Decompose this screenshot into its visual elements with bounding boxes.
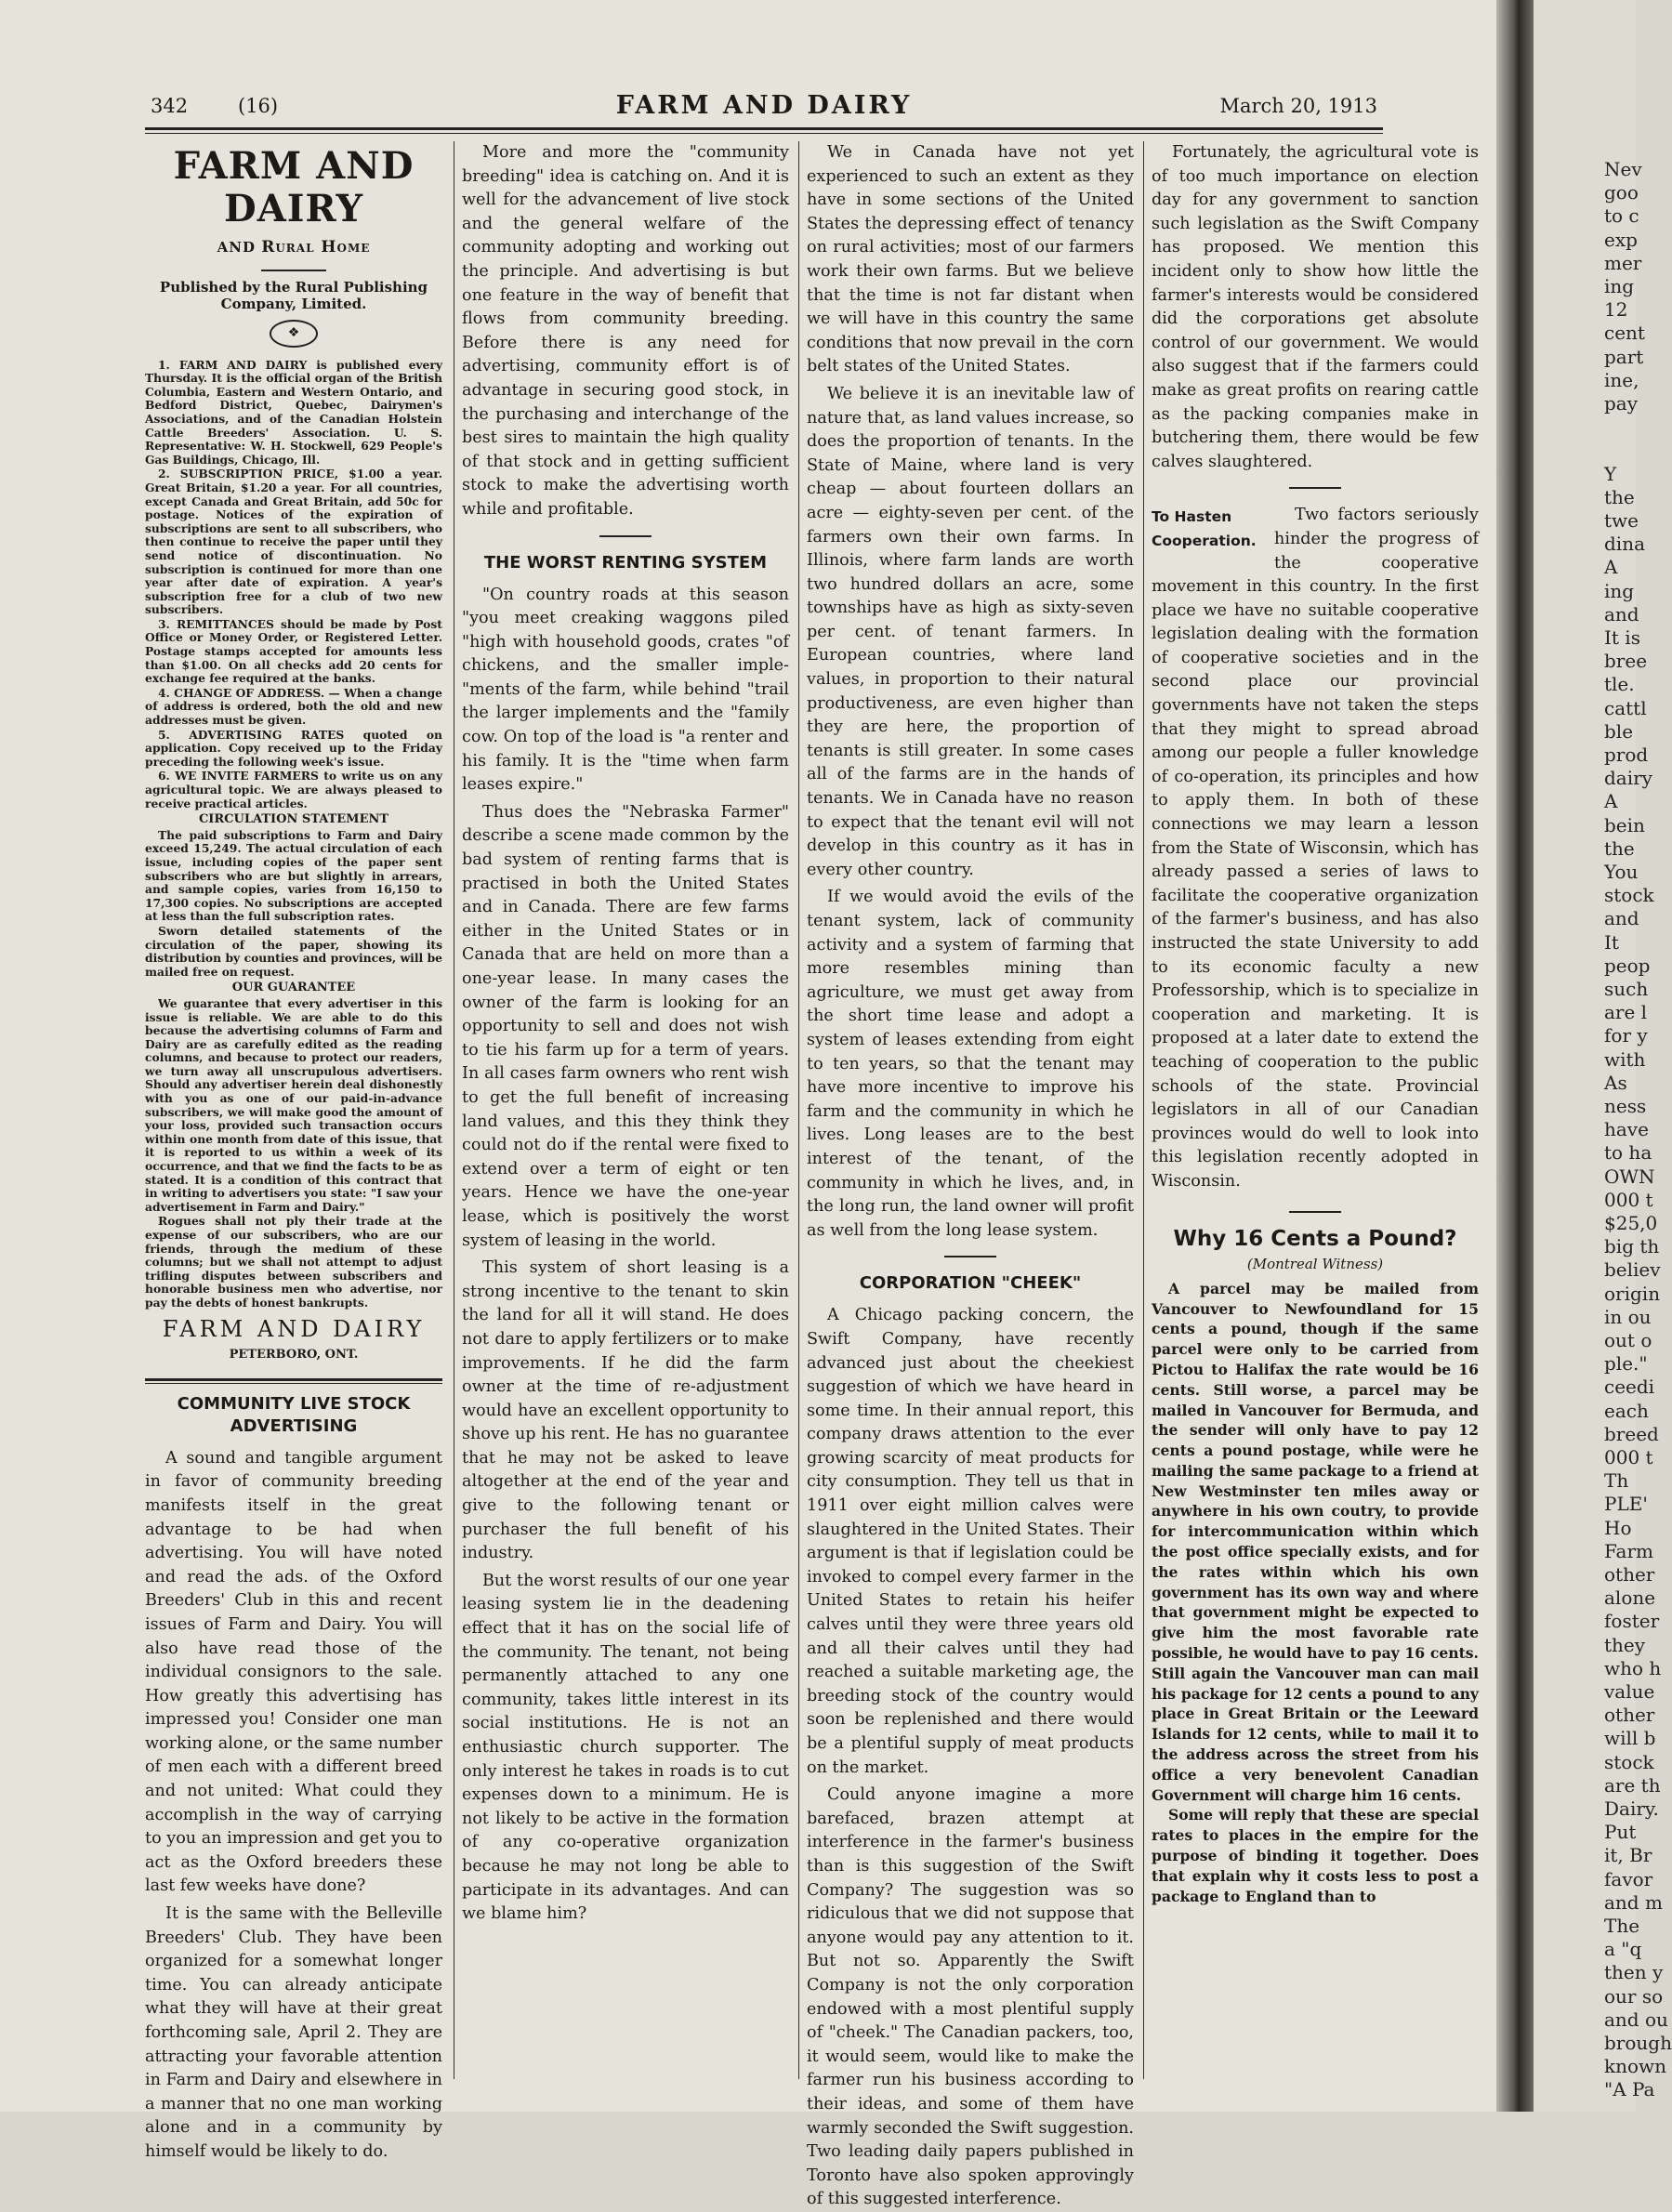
adjacent-page-text: the <box>1604 485 1635 508</box>
footer-paper-name: FARM AND DAIRY <box>162 1315 426 1342</box>
adjacent-page-text: 000 t <box>1604 1446 1653 1468</box>
article-paragraph: It is the same with the Belleville Breeders' Club. They have been organized for a somewhat longer time. You can already anticipate what they will have at their great forthcoming sale, April 2. They are attracting your favorable attention in Farm and Dairy and elsewhere in a manner that no one man working alone and in a community by himself would be likely to do. <box>145 1904 442 2161</box>
article-paragraph: A sound and tangible argument in favor of community breeding manifests itself in the great advantage to be had when advertising. You will have noted and read the ads. of the Oxford Breeders' Club in this and recent issues of Farm and Dairy. You will also have read those of the individual consignors to the sale. How greatly this advertising has impressed you! Consider one man working alone, or the same number of men each with a different breed and not united: What could they accomplish in the way of carrying to you an impression and get you to act as the Oxford breeders these last few weeks have done? <box>145 1448 442 1896</box>
adjacent-page-text: Th <box>1604 1469 1629 1493</box>
adjacent-page-text: ine, <box>1604 368 1639 391</box>
circulation-paragraph: The paid subscriptions to Farm and Dairy exceed 15,249. The actual circulation of each issue, including copies of the paper sent subscribers who are but slightly in arrears, and sample copies, varies from 16,150 to 17,300 copies. No subscriptions are accepted at less than the full subscription rates. <box>145 827 442 924</box>
adjacent-page-text: and <box>1604 907 1639 930</box>
adjacent-page-text: As <box>1604 1071 1627 1094</box>
adjacent-page-text: prod <box>1604 744 1649 766</box>
column-rule <box>1143 141 1144 2079</box>
footer-city: PETERBORO, ONT. <box>229 1348 359 1363</box>
adjacent-page-text: stock <box>1604 884 1654 907</box>
adjacent-page-text: big th <box>1604 1235 1660 1258</box>
masthead-rural-home: Rural Home <box>261 238 371 257</box>
policy-item: 1. FARM AND DAIRY is published every Thursday. It is the official organ of the British Columbia, Eastern and Western Ontario, and Bedford District, Quebec, Dairymen's Associations, and of the Canadian Holstein Cattle Breeders' Association. U. S. Representative: W. H. Stockwell, 629 People's Gas Buildings, Chicago, Ill. <box>145 357 442 467</box>
adjacent-page-text: then y <box>1604 1961 1664 1984</box>
adjacent-page-text: our so <box>1604 1984 1664 2008</box>
adjacent-page-edge <box>1534 0 1672 2112</box>
divider <box>944 1256 996 1257</box>
article-paragraph: Could anyone imagine a more barefaced, brazen attempt at interference in the farmer's business than is this suggestion of the Swift Company? The suggestion was so ridiculous that we did not suppose that anyone would pay any attention to it. But not so. Apparently the Swift Company is not the only corporation endowed with a most plentiful supply of "cheek." The Canadian packers, too, it would seem, would like to make the farmer run his business according to their ideas, and some of them have warmly seconded the Swift suggestion. Two leading daily papers published in Toronto have also spoken approvingly of this suggested interference. <box>807 1785 1134 2209</box>
adjacent-page-text: part <box>1604 345 1644 368</box>
adjacent-page-text: will b <box>1604 1727 1656 1750</box>
adjacent-page-text: exp <box>1604 228 1638 251</box>
adjacent-page-text: cent <box>1604 322 1645 345</box>
adjacent-page-text: goo <box>1604 181 1639 204</box>
adjacent-page-text: to ha <box>1604 1141 1652 1165</box>
adjacent-page-text: stock <box>1604 1750 1654 1773</box>
adjacent-page-text: Ho <box>1604 1516 1632 1539</box>
article-paragraph: A Chicago packing concern, the Swift Company, have recently advanced just about the cheekiest suggestion of which we have heard in some time. In their annual report, this company draws attention to the ever growing scarcity of meat products for city consumption. They tell us that in 1911 over eight million calves were slaughtered in the United States. Their argument is that if legislation could be invoked to compel every farmer in the United States to retain his heifer calves until they were three years old and all their calves until they had reached a suitable marketing age, the breeding stock of the country would soon be replenished and there would be a plentiful supply of meat products on the market. <box>807 1306 1134 1777</box>
adjacent-page-text: "A Pa <box>1604 2078 1655 2101</box>
article-credit: (Montreal Witness) <box>1246 1256 1384 1273</box>
adjacent-page-text: OWN <box>1604 1165 1655 1188</box>
article-paragraph: If we would avoid the evils of the tenant system, lack of community activity and a system of farming that more resembles mining than agriculture, we must get away from the short time lease and adopt a system of leases extending from eight to ten years, so that the tenant may have more incentive to improve his farm and the community in which he lives. Long leases are to the best interest of the tenant, of the community in which he lives, and, in the long run, the land owner will profit as well from the long lease system. <box>807 888 1134 1240</box>
article-paragraph: We believe it is an inevitable law of nature that, as land values increase, so does the proportion of tenants. In the State of Maine, where land is very cheap — about fourteen dollars an acre — eighty-seven per cent. of the farmers own their own farms. In Illinois, where farm lands are worth two hundred dollars an acre, some townships have as high as sixty-seven per cent. of tenant farmers. In European countries, where land values, in proportion to their natural productiveness, are even higher than they are here, the proportion of tenants is still greater. In some cases all of the farms are in the hands of tenants. We in Canada have no reason to expect that the tenant evil will not develop in this country as it has in every other country. <box>807 384 1134 879</box>
article-title-cheek: CORPORATION "CHEEK" <box>859 1273 1082 1294</box>
article-paragraph: Thus does the "Nebraska Farmer" describe a scene made common by the bad system of renting farms that is practised in both the United States and in Canada. There are few farms either in the United States or in Canada that are held on more than a one-year lease. In many cases the owner of the farm is looking for an opportunity to sell and does not wish to tie his farm up for a term of years. In all cases farm owners who rent wish to get the full benefit of increasing land values, and this they think they could not do if the rental were fixed to extend over a term of eight or ten years. Hence we have the one-year lease, which is positively the worst system of leasing in the world. <box>462 802 789 1250</box>
adjacent-page-text: Y <box>1604 462 1617 485</box>
article-renting-part2 <box>807 141 1134 1243</box>
adjacent-page-text: out o <box>1604 1329 1652 1351</box>
adjacent-page-text: tle. <box>1604 673 1635 696</box>
adjacent-page-text: A <box>1604 790 1618 813</box>
masthead-title: FARM AND DAIRY <box>173 144 415 230</box>
adjacent-page-text: who h <box>1604 1656 1662 1679</box>
adjacent-page-text: ceedi <box>1604 1376 1655 1399</box>
adjacent-page-text: $25,0 <box>1604 1212 1658 1234</box>
adjacent-page-text: and m <box>1604 1890 1663 1914</box>
policy-item: 4. CHANGE OF ADDRESS. — When a change of address is ordered, both the old and new addresses must be given. <box>145 685 442 728</box>
adjacent-page-text: for y <box>1604 1024 1648 1047</box>
adjacent-page-text: a "q <box>1604 1938 1642 1961</box>
adjacent-page-text: 000 t <box>1604 1188 1653 1211</box>
adjacent-page-text: it, Br <box>1604 1844 1652 1867</box>
adjacent-page-text: mer <box>1604 251 1642 274</box>
adjacent-page-text: value <box>1604 1680 1655 1703</box>
article-paragraph: Fortunately, the agricultural vote is of too much importance on election day for any government to sanction such legislation as the Swift Company has proposed. We mention this incident only to show how little the farmer's interests would be considered did the corporations get absolute control of our government. We would also suggest that if the farmers could make as great profits on rearing cattle as the packing companies make in butchering them, there would be few calves slaughtered. <box>1152 143 1479 471</box>
article-title-renting: THE WORST RENTING SYSTEM <box>483 552 768 573</box>
page-number: 342 <box>151 95 189 117</box>
adjacent-page-text: ple." <box>1604 1352 1648 1376</box>
guarantee-heading: OUR GUARANTEE <box>231 981 356 995</box>
article-sixteen-cents <box>1152 1279 1479 1907</box>
adjacent-page-text: foster <box>1604 1610 1660 1633</box>
article-paragraph: Two factors seriously hinder the progress of the cooperative movement in this country. In the first place we have no suitable cooperative legislation dealing with the formation of cooperative societies and in the second place our provincial governments have not taken the steps that they might to spread abroad among our people a fuller knowledge of co-operation, its principles and how to apply them. In both of these connections we may learn a lesson from the State of Wisconsin, which has already passed a series of laws to facilitate the cooperative organization of the farmer's business, and has also instructed the state University to add to its economic faculty a new Professorship, which is to specialize in cooperation and marketing. It is proposed at a later date to extend the teaching of cooperation to the public schools of the state. Provincial legislators in all of our Canadian provinces would do well to look into this legislation recently adopted in Wisconsin. <box>1152 506 1479 1191</box>
article-community-part1 <box>145 1447 442 2165</box>
column-rule <box>798 141 799 2079</box>
adjacent-page-text: breed <box>1604 1422 1659 1445</box>
header-rule-thin <box>145 133 1383 134</box>
adjacent-page-text: known <box>1604 2055 1667 2078</box>
adjacent-page-text: A <box>1604 556 1618 579</box>
adjacent-page-text: and <box>1604 602 1639 625</box>
adjacent-page-text: The <box>1604 1915 1640 1937</box>
header-rule <box>145 127 1383 130</box>
article-title-community: COMMUNITY LIVE STOCK ADVERTISING <box>177 1393 411 1436</box>
article-cheek-part1 <box>807 1304 1134 2212</box>
article-paragraph: But the worst results of our one year leasing system lie in the deadening effect that it has on the social life of the community. The tenant, not being permanently attached to any one community, takes little interest in its social institutions. He is not an enthusiastic church supporter. The only interest he takes in roads is to cut expenses down to a minimum. He is not likely to be active in the formation of any co-operative organization because he may not long be able to participate in its advantages. And can we blame him? <box>462 1571 789 1924</box>
adjacent-page-text: PLE' <box>1604 1493 1648 1516</box>
divider <box>1289 1211 1341 1213</box>
adjacent-page-text: Dairy. <box>1604 1797 1659 1820</box>
adjacent-page-text: ing <box>1604 579 1635 602</box>
adjacent-page-text: brough <box>1604 2032 1672 2054</box>
adjacent-page-text: ness <box>1604 1095 1647 1117</box>
adjacent-page-text: they <box>1604 1633 1646 1656</box>
adjacent-page-text: and ou <box>1604 2008 1668 2031</box>
column-4 <box>1152 141 1479 2084</box>
policy-item: 2. SUBSCRIPTION PRICE, $1.00 a year. Great Britain, $1.20 a year. For all countries, except Canada and Great Britain, add 50c for postage. Notices of the expiration of subscriptions are sent to all subscribers, who then continue to receive the paper until they send notice of discontinuation. No subscription is continued for more than one year after date of expiration. A year's subscription free for a club of two new subscribers. <box>145 467 442 617</box>
divider <box>1289 487 1341 489</box>
circulation-heading: CIRCULATION STATEMENT <box>198 812 389 827</box>
adjacent-page-text: are l <box>1604 1001 1648 1024</box>
guarantee-paragraph: We guarantee that every advertiser in this issue is reliable. We are able to do this because the advertising columns of Farm and Dairy are as carefully edited as the reading columns, and because to protect our readers, we turn away all unscrupulous advertisers. Should any advertiser herein deal dishonestly with you as one of our paid-in-advance subscribers, we will make good the amount of your loss, provided such transaction occurs within one month from date of this issue, that it is reported to us within a week of its occurrence, and that we find the facts to be as stated. It is a condition of this contract that in writing to advertisers you state: "I saw your advertisement in Farm and Dairy." <box>145 995 442 1214</box>
adjacent-page-text: ble <box>1604 719 1634 743</box>
adjacent-page-text: cattl <box>1604 696 1647 719</box>
adjacent-page-text: other <box>1604 1704 1655 1727</box>
article-paragraph: Some will reply that these are special rates to places in the empire for the purpose of binding it together. Does that explain why it costs less to post a package to England than to <box>1152 1806 1479 1905</box>
page-gutter <box>1496 0 1534 2112</box>
adjacent-page-text: believ <box>1604 1258 1661 1282</box>
adjacent-page-text: with <box>1604 1047 1646 1071</box>
adjacent-page-text: alone <box>1604 1587 1656 1610</box>
column-2 <box>462 141 789 2084</box>
adjacent-page-text: to c <box>1604 204 1639 228</box>
adjacent-page-text: peop <box>1604 954 1651 977</box>
article-cheek-part2 <box>1152 141 1479 474</box>
adjacent-page-text: origin <box>1604 1282 1661 1305</box>
article-paragraph: "On country roads at this season "you meet creaking waggons piled "high with household goods, crates "of chickens, and the smaller imple-"ments of the farm, while behind "trail the larger implements and the "family cow. On top of the load is "a renter and his family. It is the "time when farm leases expire." <box>462 585 789 795</box>
adjacent-page-text: You <box>1604 861 1639 883</box>
adjacent-page-text: in ou <box>1604 1305 1652 1328</box>
adjacent-page-text: Nev <box>1604 158 1642 180</box>
adjacent-page-text: pay <box>1604 392 1639 415</box>
adjacent-page-text: 12 <box>1604 298 1628 322</box>
issue-date: March 20, 1913 <box>1219 95 1377 117</box>
adjacent-page-text: are th <box>1604 1773 1661 1797</box>
publisher-line: Published by the Rural Publishing Company, Limited. <box>159 278 428 312</box>
adjacent-page-text: It is <box>1604 626 1640 649</box>
adjacent-page-text: the <box>1604 836 1635 860</box>
adjacent-page-text: other <box>1604 1563 1655 1586</box>
column-3 <box>807 141 1134 2209</box>
page-header <box>145 93 1383 128</box>
article-paragraph: More and more the "community breeding" idea is catching on. And it is well for the advancement of live stock and the general welfare of the community adopting and working out the principle. And advertising is but one feature in the way of benefit that flows from community breeding. Before there is any need for advertising, community effort is of advantage in securing good stock, in the purchasing and interchange of the best sires to maintain the high quality of that stock and in getting sufficient stock to make the advertising worth while and profitable. <box>462 143 789 519</box>
article-community-part2 <box>462 141 789 522</box>
ornament-icon: ❖ <box>270 320 318 348</box>
divider <box>599 535 652 537</box>
adjacent-page-text: dina <box>1604 533 1646 556</box>
side-head-cooperation: To Hasten Cooperation. <box>1152 508 1257 549</box>
policy-block <box>145 359 442 1310</box>
running-title: FARM AND DAIRY <box>615 91 913 120</box>
adjacent-page-text: favor <box>1604 1867 1653 1890</box>
adjacent-page-text: Put <box>1604 1821 1637 1844</box>
article-paragraph: A parcel may be mailed from Vancouver to Newfoundland for 15 cents a pound, though if the same parcel were only to be carried from Pictou to Halifax the rate would be 16 cents. Still worse, a parcel may be mailed in Vancouver for Bermuda, and the sender will only have to pay 12 cents a pound postage, while were he mailing the same package to a friend at New Westminster ten miles away or anywhere in his own coutry, to provide for intercommunication within which the post office specially exists, and for the rates within which his own government has its own way and where that government might be expected to give him the most favorable rate possible, he would have to pay 16 cents. Still again the Vancouver man can mail his package for 12 cents a pound to any place in Great Britain or the Leeward Islands for 12 cents, while to mail it to the address across the street from his office a very benevolent Canadian Government will charge him 16 cents. <box>1152 1279 1479 1804</box>
adjacent-page-text: ing <box>1604 275 1635 297</box>
section-rule <box>145 1378 442 1381</box>
guarantee-paragraph: Rogues shall not ply their trade at the expense of our subscribers, who are our friends, through the medium of these columns; but we shall not attempt to adjust trifling disputes between subscribers and honorable business men who advertise, nor pay the debts of honest bankrupts. <box>145 1214 442 1310</box>
adjacent-page-text: twe <box>1604 509 1639 532</box>
adjacent-page-text: bree <box>1604 650 1648 673</box>
article-cooperation <box>1152 504 1479 1193</box>
adjacent-page-text: bein <box>1604 813 1645 836</box>
page-sub-number: (16) <box>238 95 279 117</box>
article-title-sixteen-cents: Why 16 Cents a Pound? <box>1173 1226 1457 1251</box>
divider <box>261 270 326 271</box>
adjacent-page-text: each <box>1604 1399 1649 1422</box>
masthead-subtitle <box>145 236 442 260</box>
section-rule-thin <box>145 1383 442 1384</box>
article-paragraph: We in Canada have not yet experienced to such an extent as they have in some sections of the United States the depressing effect of tenancy on rural activities; most of our farmers work their own farms. But we believe that the time is not far distant when we will have in this country the same conditions that now prevail in the corn belt states of the United States. <box>807 143 1134 376</box>
article-paragraph: This system of short leasing is a strong incentive to the tenant to skin the land for all it will stand. He does not dare to apply fertilizers or to make improvements. If he did the farm owner at the time of re-adjustment would have an excellent opportunity to shove up his rent. He has no guarantee that he may not be asked to leave altogether at the end of the year and give to the following tenant or purchaser the full benefit of his industry. <box>462 1258 789 1563</box>
adjacent-page-text: have <box>1604 1118 1649 1141</box>
article-renting-part1 <box>462 584 789 1927</box>
policy-item: 6. WE INVITE FARMERS to write us on any agricultural topic. We are always pleased to receive practical articles. <box>145 769 442 810</box>
adjacent-page-text: dairy <box>1604 767 1652 790</box>
policy-item: 3. REMITTANCES should be made by Post Office or Money Order, or Registered Letter. Postage stamps accepted for amounts less than $1.00. On all checks add 20 cents for exchange fee required at the banks. <box>145 616 442 686</box>
masthead-and: AND <box>217 239 256 256</box>
adjacent-page-text: It <box>1604 930 1619 954</box>
adjacent-page-text: such <box>1604 978 1649 1000</box>
adjacent-page-text: Farm <box>1604 1539 1653 1562</box>
policy-item: 5. ADVERTISING RATES quoted on application. Copy received up to the Friday preceding the following week's issue. <box>145 727 442 769</box>
column-1 <box>145 141 442 2161</box>
circulation-paragraph: Sworn detailed statements of the circulation of the paper, showing its distribution by counties and provinces, will be mailed free on request. <box>145 923 442 979</box>
